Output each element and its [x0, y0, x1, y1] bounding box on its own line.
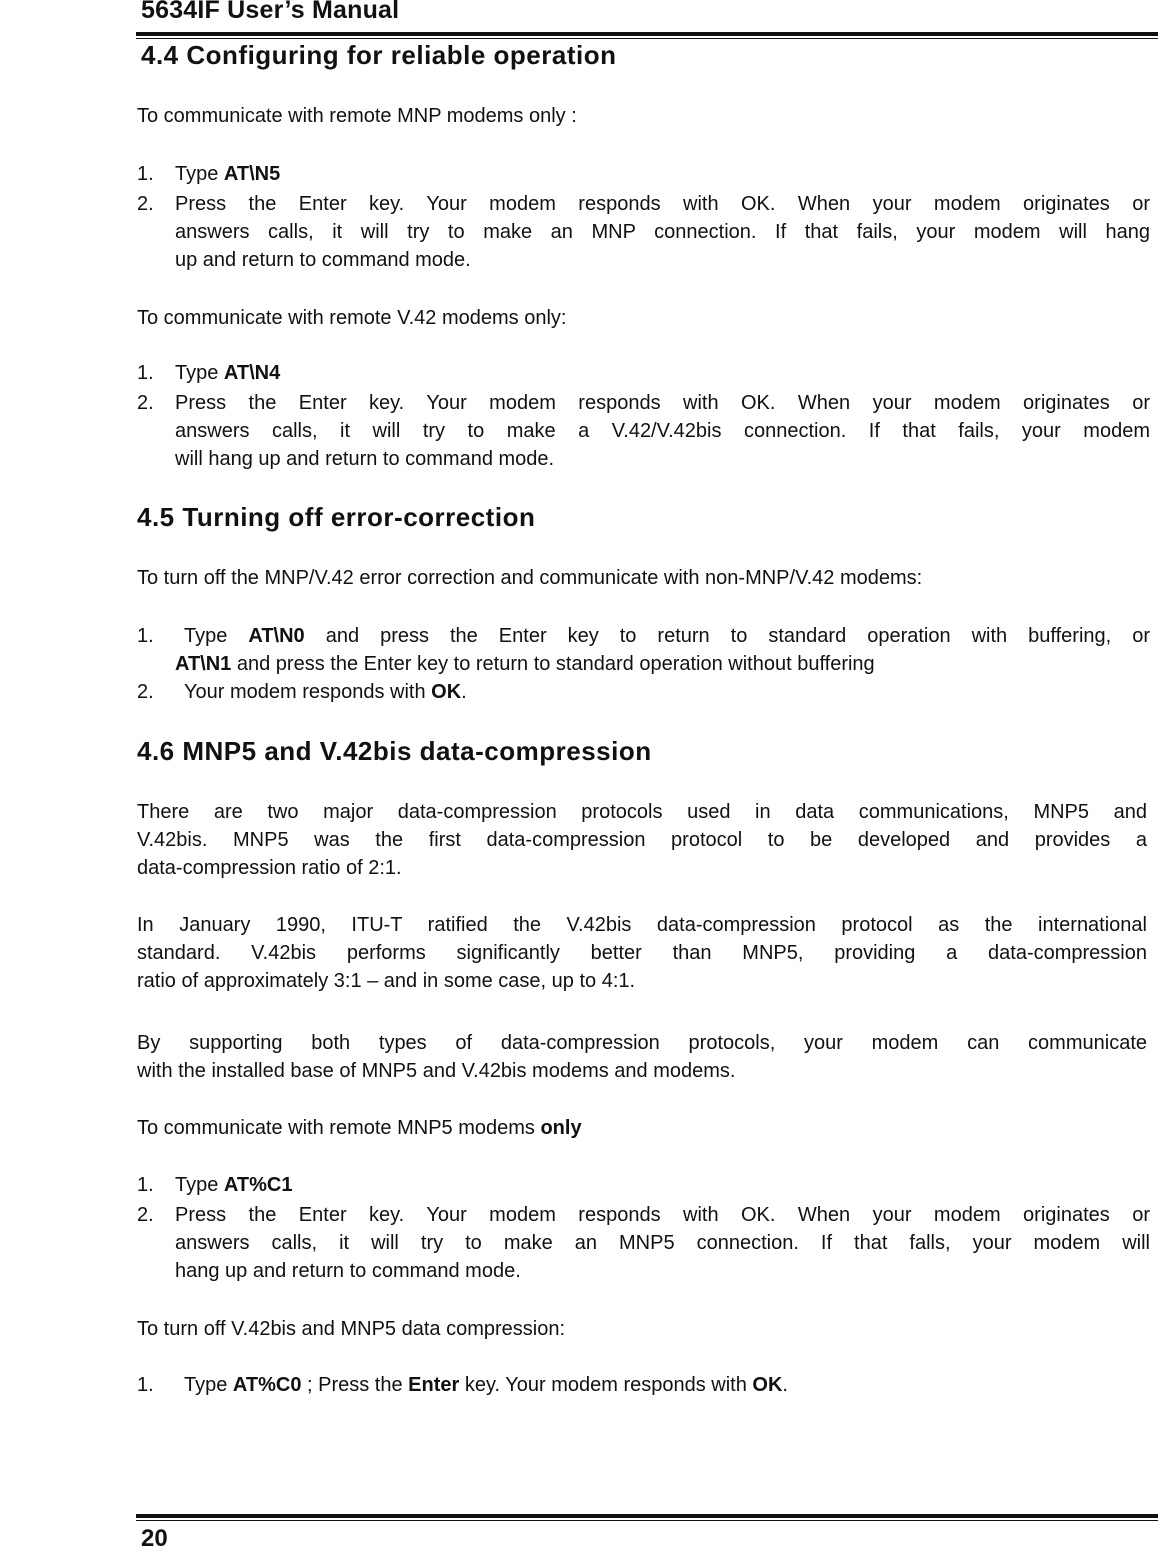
command-code: AT%C1 — [223, 1174, 293, 1196]
list-item: Type AT%C1 — [175, 1174, 293, 1196]
compression-off-intro: To turn off V.42bis and MNP5 data compression: — [137, 1318, 566, 1340]
error-correction-intro: To turn off the MNP/V.42 error correction and communicate with non-MNP/V.42 modems: — [137, 567, 923, 589]
list-item-line: Press the Enter key. Your modem responds with OK. When your modem originates or — [175, 1204, 1150, 1226]
footer-rule-thin — [136, 1520, 1158, 1521]
list-item-line: Your modem responds with OK. — [184, 681, 467, 703]
command-code: AT%C0 — [232, 1374, 302, 1396]
section-heading-4-5: 4.5 Turning off error-correction — [137, 502, 536, 532]
step-number: 1. — [137, 1174, 154, 1196]
list-item-line: hang up and return to command mode. — [175, 1260, 521, 1282]
emphasis-only: only — [540, 1117, 582, 1139]
step-number: 1. — [137, 625, 154, 647]
ok-response: OK — [752, 1374, 783, 1396]
step-number: 2. — [137, 193, 154, 215]
paragraph-line: data-compression ratio of 2:1. — [137, 857, 402, 879]
step-number: 1. — [137, 362, 154, 384]
list-item-line: up and return to command mode. — [175, 249, 471, 271]
step-number: 2. — [137, 392, 154, 414]
paragraph-line: ratio of approximately 3:1 – and in some case, up to 4:1. — [137, 970, 636, 992]
list-item-line: Type AT\N0 and press the Enter key to return to standard operation with buffering, or — [184, 625, 1151, 647]
step-number: 2. — [137, 681, 154, 703]
running-head: 5634IF User’s Manual — [141, 0, 400, 24]
paragraph-line: with the installed base of MNP5 and V.42bis modems and modems. — [137, 1060, 736, 1082]
ok-response: OK — [431, 681, 462, 703]
command-code: AT\N0 — [248, 625, 305, 647]
step-number: 1. — [137, 1374, 154, 1396]
paragraph-line: V.42bis. MNP5 was the first data-compression protocol to be developed and provides a — [137, 829, 1147, 851]
section-heading-4-6: 4.6 MNP5 and V.42bis data-compression — [137, 736, 652, 766]
footer-rule — [136, 1514, 1158, 1518]
header-rule-thin — [136, 38, 1158, 39]
command-code: AT\N4 — [223, 362, 281, 384]
list-item-line: Press the Enter key. Your modem responds with OK. When your modem originates or — [175, 392, 1150, 414]
list-item: Type AT\N4 — [175, 362, 281, 384]
command-code: AT\N1 — [175, 653, 232, 675]
page-number: 20 — [141, 1525, 168, 1552]
command-code: AT\N5 — [223, 163, 281, 185]
header-rule — [136, 32, 1158, 36]
list-item: Type AT%C0 ; Press the Enter key. Your modem responds with OK. — [184, 1374, 788, 1396]
step-number: 2. — [137, 1204, 154, 1226]
list-item-line: will hang up and return to command mode. — [175, 448, 555, 470]
paragraph-line: By supporting both types of data-compression protocols, your modem can communicate — [137, 1032, 1147, 1054]
mnp5-intro: To communicate with remote MNP5 modems only — [137, 1117, 582, 1139]
paragraph-line: In January 1990, ITU-T ratified the V.42bis data-compression protocol as the international — [137, 914, 1147, 936]
list-item-line: answers calls, it will try to make a V.42/V.42bis connection. If that fails, your modem — [175, 420, 1150, 442]
enter-key-label: Enter — [408, 1374, 460, 1396]
list-item-line: Press the Enter key. Your modem responds with OK. When your modem originates or — [175, 193, 1150, 215]
list-item-line: answers calls, it will try to make an MNP5 connection. If that falls, your modem will — [175, 1232, 1150, 1254]
step-number: 1. — [137, 163, 154, 185]
list-item: Type AT\N5 — [175, 163, 281, 185]
v42-intro: To communicate with remote V.42 modems only: — [137, 307, 567, 329]
mnp-intro: To communicate with remote MNP modems only : — [137, 105, 577, 127]
section-heading-4-4: 4.4 Configuring for reliable operation — [141, 40, 617, 70]
list-item-line: answers calls, it will try to make an MNP connection. If that fails, your modem will hang — [175, 221, 1150, 243]
paragraph-line: standard. V.42bis performs significantly better than MNP5, providing a data-compression — [137, 942, 1147, 964]
paragraph-line: There are two major data-compression protocols used in data communications, MNP5 and — [137, 801, 1147, 823]
list-item-line: AT\N1 and press the Enter key to return to standard operation without buffering — [175, 653, 875, 675]
